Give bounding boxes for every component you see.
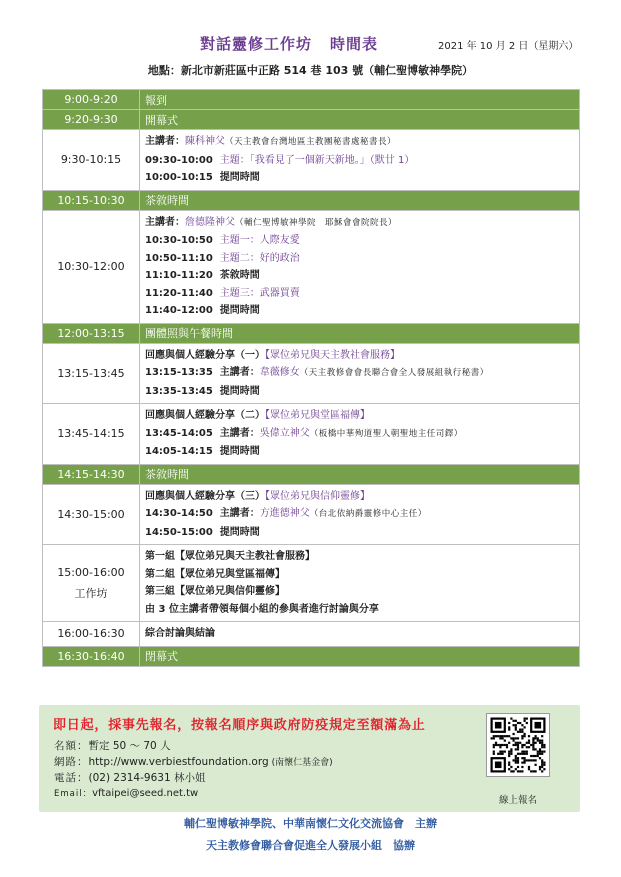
time-range: 9:30-10:15 <box>60 153 122 167</box>
content-line <box>145 250 575 268</box>
time-range: 16:30-16:40 <box>57 649 125 663</box>
time-range: 16:00-16:30 <box>57 627 125 641</box>
content-line <box>145 583 575 601</box>
line-highlight: 主題二：好的政治 <box>219 252 300 264</box>
line-note: （天主教會台灣地區主教團秘書處秘書長） <box>225 137 397 147</box>
line-highlight: 吳偉立神父 <box>259 427 310 439</box>
line-highlight: 陳科神父 <box>185 136 225 147</box>
schedule-content <box>140 464 580 484</box>
time-range: 10:15-10:30 <box>57 193 125 207</box>
co-organizer-line: 天主教修會聯合會促進全人發展小組 協辦 <box>206 839 415 852</box>
content-line <box>145 302 575 320</box>
line-highlight: 主題三：武器買賣 <box>219 287 300 299</box>
content-line <box>145 214 575 233</box>
item-label: 團體照與午餐時間 <box>145 327 233 340</box>
line-label: 回應與個人經驗分享（二） <box>145 410 265 421</box>
line-prefix: 10:50-11:10 <box>145 252 220 264</box>
email-link[interactable]: vftaipei@seed.net.tw <box>92 788 199 799</box>
time-range: 13:45-14:15 <box>57 427 125 441</box>
line-label: 茶敘時間 <box>219 270 260 281</box>
time-range: 13:15-13:45 <box>57 366 125 380</box>
line-highlight: 【眾位弟兄與信仰靈修】 <box>265 490 370 502</box>
phone-row <box>54 770 205 785</box>
content-line <box>145 548 575 566</box>
content-line <box>145 383 575 401</box>
schedule-content <box>140 90 580 110</box>
quota-row <box>54 738 171 753</box>
qr-code-icon[interactable] <box>486 713 550 777</box>
content-line <box>145 505 575 524</box>
schedule-body <box>43 90 580 667</box>
line-highlight: 詹德隆神父 <box>185 216 235 228</box>
schedule-time <box>43 323 140 343</box>
page-title <box>200 33 378 54</box>
line-prefix: 主講者： <box>145 216 185 228</box>
schedule-content <box>140 323 580 343</box>
content-line <box>145 327 233 340</box>
schedule-time <box>43 622 140 647</box>
page-header <box>0 0 621 90</box>
line-prefix: 13:15-13:35 <box>145 367 220 378</box>
schedule-time <box>43 545 140 622</box>
line-prefix: 13:45-14:05 <box>145 427 220 439</box>
schedule-content <box>140 343 580 404</box>
time-range: 14:15-14:30 <box>57 467 125 481</box>
line-label: 回應與個人經驗分享（三） <box>145 490 265 502</box>
item-label: 開幕式 <box>145 113 178 127</box>
content-line <box>145 650 178 663</box>
schedule-content <box>140 110 580 130</box>
line-label: 第一組【眾位弟兄與天主教社會服務】 <box>145 551 315 562</box>
line-label: 提問時間 <box>219 526 260 538</box>
line-note: （輔仁聖博敏神學院 耶穌會會院院長） <box>235 217 398 228</box>
line-label: 由 3 位主講者帶領每個小組的參與者進行討論與分享 <box>145 603 379 615</box>
content-line <box>145 169 575 187</box>
registration-panel <box>39 705 580 812</box>
content-line <box>145 488 575 506</box>
schedule-row <box>43 210 580 323</box>
line-label: 回應與個人經驗分享（一） <box>145 349 265 361</box>
content-line <box>145 407 575 425</box>
line-highlight: 【眾位弟兄與堂區福傳】 <box>265 410 370 421</box>
schedule-row <box>43 343 580 404</box>
line-prefix: 14:05-14:15 <box>145 446 220 457</box>
website-note: (南懷仁基金會) <box>271 758 333 768</box>
line-highlight: 主題：「我看見了一個新天新地。」（默廿 1） <box>219 154 415 166</box>
website-link[interactable]: http://www.verbiestfoundation.org <box>88 756 269 768</box>
content-line <box>145 364 575 383</box>
content-line <box>145 133 575 152</box>
schedule-row <box>43 190 580 210</box>
content-line <box>145 524 575 542</box>
line-prefix: 11:40-12:00 <box>145 305 220 316</box>
website-label: 網路： <box>54 756 89 768</box>
time-subtitle: 工作坊 <box>74 586 108 600</box>
schedule-time <box>43 484 140 545</box>
line-label: 提問時間 <box>219 172 260 183</box>
line-label: 第二組【眾位弟兄與堂區福傳】 <box>145 568 285 580</box>
schedule-row <box>43 484 580 545</box>
item-label: 茶敘時間 <box>145 194 189 207</box>
line-note: （台北依納爵靈修中心主任） <box>309 509 427 519</box>
content-line <box>145 601 575 619</box>
schedule-content <box>140 622 580 647</box>
title-sub: 時間表 <box>330 35 379 53</box>
schedule-time <box>43 464 140 484</box>
schedule-time <box>43 110 140 130</box>
schedule-content <box>140 545 580 622</box>
schedule-content <box>140 210 580 323</box>
line-highlight: 韋薇修女 <box>259 367 300 378</box>
line-label: 主講者： <box>219 367 260 378</box>
schedule-content <box>140 130 580 191</box>
time-range: 12:00-13:15 <box>57 326 125 340</box>
line-prefix: 10:00-10:15 <box>145 172 220 183</box>
schedule-content <box>140 646 580 666</box>
schedule-row <box>43 646 580 666</box>
time-range: 15:00-16:00 <box>57 565 125 579</box>
time-range: 9:00-9:20 <box>64 93 118 106</box>
content-line <box>145 285 575 303</box>
line-note: （天主教修會會長聯合會全人發展組執行秘書） <box>299 368 489 378</box>
phone-label: 電話： <box>54 772 89 784</box>
quota-label: 名額： <box>54 740 89 752</box>
line-label: 主講者： <box>219 427 260 439</box>
email-row <box>54 787 198 799</box>
item-label: 茶敘時間 <box>145 468 189 481</box>
line-label: 提問時間 <box>219 385 260 397</box>
schedule-time <box>43 646 140 666</box>
time-range: 14:30-15:00 <box>57 507 125 521</box>
email-label: Email： <box>54 789 93 799</box>
schedule-time <box>43 210 140 323</box>
time-range: 9:20-9:30 <box>64 113 118 126</box>
content-line <box>145 152 575 170</box>
line-label: 提問時間 <box>219 305 260 316</box>
content-line <box>145 625 575 643</box>
item-label: 報到 <box>145 93 167 107</box>
schedule-time <box>43 343 140 404</box>
line-prefix: 主講者： <box>145 136 185 147</box>
phone-value: (02) 2314-9631 林小姐 <box>88 772 206 784</box>
schedule-row <box>43 130 580 191</box>
content-line <box>145 114 178 127</box>
time-range: 10:30-12:00 <box>57 260 125 273</box>
qr-caption: 線上報名 <box>498 795 537 806</box>
schedule-table <box>42 89 580 667</box>
schedule-time <box>43 130 140 191</box>
line-prefix: 11:10-11:20 <box>145 270 220 281</box>
schedule-time <box>43 190 140 210</box>
schedule-time <box>43 90 140 110</box>
schedule-content <box>140 484 580 545</box>
line-prefix: 14:30-14:50 <box>145 508 220 519</box>
content-line <box>145 267 575 285</box>
line-highlight: 【眾位弟兄與天主教社會服務】 <box>265 349 400 361</box>
line-prefix: 10:30-10:50 <box>145 235 220 246</box>
event-location: 地點：新北市新莊區中正路 514 巷 103 號（輔仁聖博敏神學院） <box>147 64 474 77</box>
website-row <box>54 754 333 769</box>
content-line <box>145 347 575 365</box>
quota-value: 暫定 50 ～ 70 人 <box>88 740 171 752</box>
schedule-row <box>43 110 580 130</box>
line-prefix: 13:35-13:45 <box>145 385 220 397</box>
event-date: 2021 年 10 月 2 日（星期六） <box>438 41 579 52</box>
schedule-content <box>140 190 580 210</box>
line-prefix: 14:50-15:00 <box>145 526 220 538</box>
line-prefix: 11:20-11:40 <box>145 287 220 299</box>
content-line <box>145 443 575 461</box>
schedule-time <box>43 404 140 465</box>
line-note: （板橋中華殉道聖人朝聖地主任司鐸） <box>309 428 463 439</box>
schedule-row <box>43 545 580 622</box>
registration-headline: 即日起，採事先報名，按報名順序與政府防疫規定至額滿為止 <box>53 718 426 733</box>
content-line <box>145 468 189 481</box>
line-label: 第三組【眾位弟兄與信仰靈修】 <box>145 586 285 597</box>
line-highlight: 方進德神父 <box>259 508 310 519</box>
title-main: 對話靈修工作坊 <box>200 35 313 53</box>
line-prefix: 09:30-10:00 <box>145 154 220 166</box>
line-label: 綜合討論與結論 <box>145 628 215 639</box>
schedule-content <box>140 404 580 465</box>
content-line <box>145 566 575 584</box>
line-highlight: 主題一：人際友愛 <box>219 235 300 246</box>
item-label: 閉幕式 <box>145 650 178 663</box>
organizer-line: 輔仁聖博敏神學院、中華南懷仁文化交流協會 主辦 <box>184 817 437 830</box>
schedule-row <box>43 622 580 647</box>
line-label: 主講者： <box>219 508 260 519</box>
schedule-row <box>43 404 580 465</box>
content-line <box>145 194 189 207</box>
schedule-row <box>43 323 580 343</box>
line-label: 提問時間 <box>219 446 260 457</box>
content-line <box>145 232 575 250</box>
schedule-row <box>43 464 580 484</box>
content-line <box>145 425 575 444</box>
content-line <box>145 94 167 107</box>
schedule-row <box>43 90 580 110</box>
